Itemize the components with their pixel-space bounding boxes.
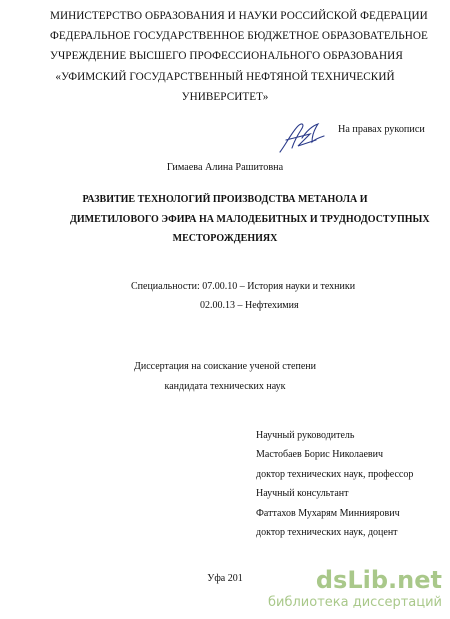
advisor-line: Научный руководитель bbox=[256, 430, 355, 441]
title-line: ДИМЕТИЛОВОГО ЭФИРА НА МАЛОДЕБИТНЫХ И ТРУДНОДОСТУПНЫХ bbox=[70, 213, 430, 225]
advisor-line: Научный консультант bbox=[256, 488, 349, 500]
header-line: УНИВЕРСИТЕТ» bbox=[181, 90, 269, 103]
advisors-block bbox=[256, 426, 413, 542]
advisor-line: Фаттахов Мухарям Минниярович bbox=[256, 507, 400, 519]
city-year: Уфа 201 bbox=[207, 573, 243, 584]
ministry-header bbox=[50, 6, 428, 107]
advisor-line: доктор технических наук, профессор bbox=[256, 468, 414, 480]
degree-line: Диссертация на соискание ученой степени bbox=[134, 361, 316, 372]
handwritten-signature bbox=[272, 118, 334, 158]
title-line: МЕСТОРОЖДЕНИЯХ bbox=[172, 233, 278, 244]
header-line: МИНИСТЕРСТВО ОБРАЗОВАНИЯ И НАУКИ РОССИЙСКОЙ ФЕДЕРАЦИИ bbox=[50, 10, 428, 22]
author-name: Гимаева Алина Рашитовна bbox=[166, 162, 284, 173]
dissertation-title bbox=[70, 190, 430, 249]
title-line: РАЗВИТИЕ ТЕХНОЛОГИЙ ПРОИЗВОДСТВА МЕТАНОЛА И bbox=[82, 194, 368, 205]
header-line: «УФИМСКИЙ ГОСУДАРСТВЕННЫЙ НЕФТЯНОЙ ТЕХНИЧЕСКИЙ bbox=[55, 70, 395, 83]
watermark-logo: dsLib.net bbox=[315, 566, 442, 594]
specialty-line: 02.00.13 – Нефтехимия bbox=[200, 300, 299, 311]
header-line: УЧРЕЖДЕНИЕ ВЫСШЕГО ПРОФЕССИОНАЛЬНОГО ОБРАЗОВАНИЯ bbox=[50, 50, 403, 63]
watermark-subtitle: библиотека диссертаций bbox=[268, 595, 442, 610]
advisor-line: доктор технических наук, доцент bbox=[256, 527, 398, 539]
degree-statement bbox=[0, 357, 450, 396]
header-line: ФЕДЕРАЛЬНОЕ ГОСУДАРСТВЕННОЕ БЮДЖЕТНОЕ ОБРАЗОВАТЕЛЬНОЕ bbox=[50, 30, 428, 43]
manuscript-rights-note: На правах рукописи bbox=[338, 124, 425, 135]
advisor-line: Мастобаев Борис Николаевич bbox=[256, 449, 383, 461]
specialty-line: Специальности: 07.00.10 – История науки и техники bbox=[131, 281, 356, 292]
degree-line: кандидата технических наук bbox=[164, 380, 286, 392]
watermark bbox=[262, 567, 442, 611]
